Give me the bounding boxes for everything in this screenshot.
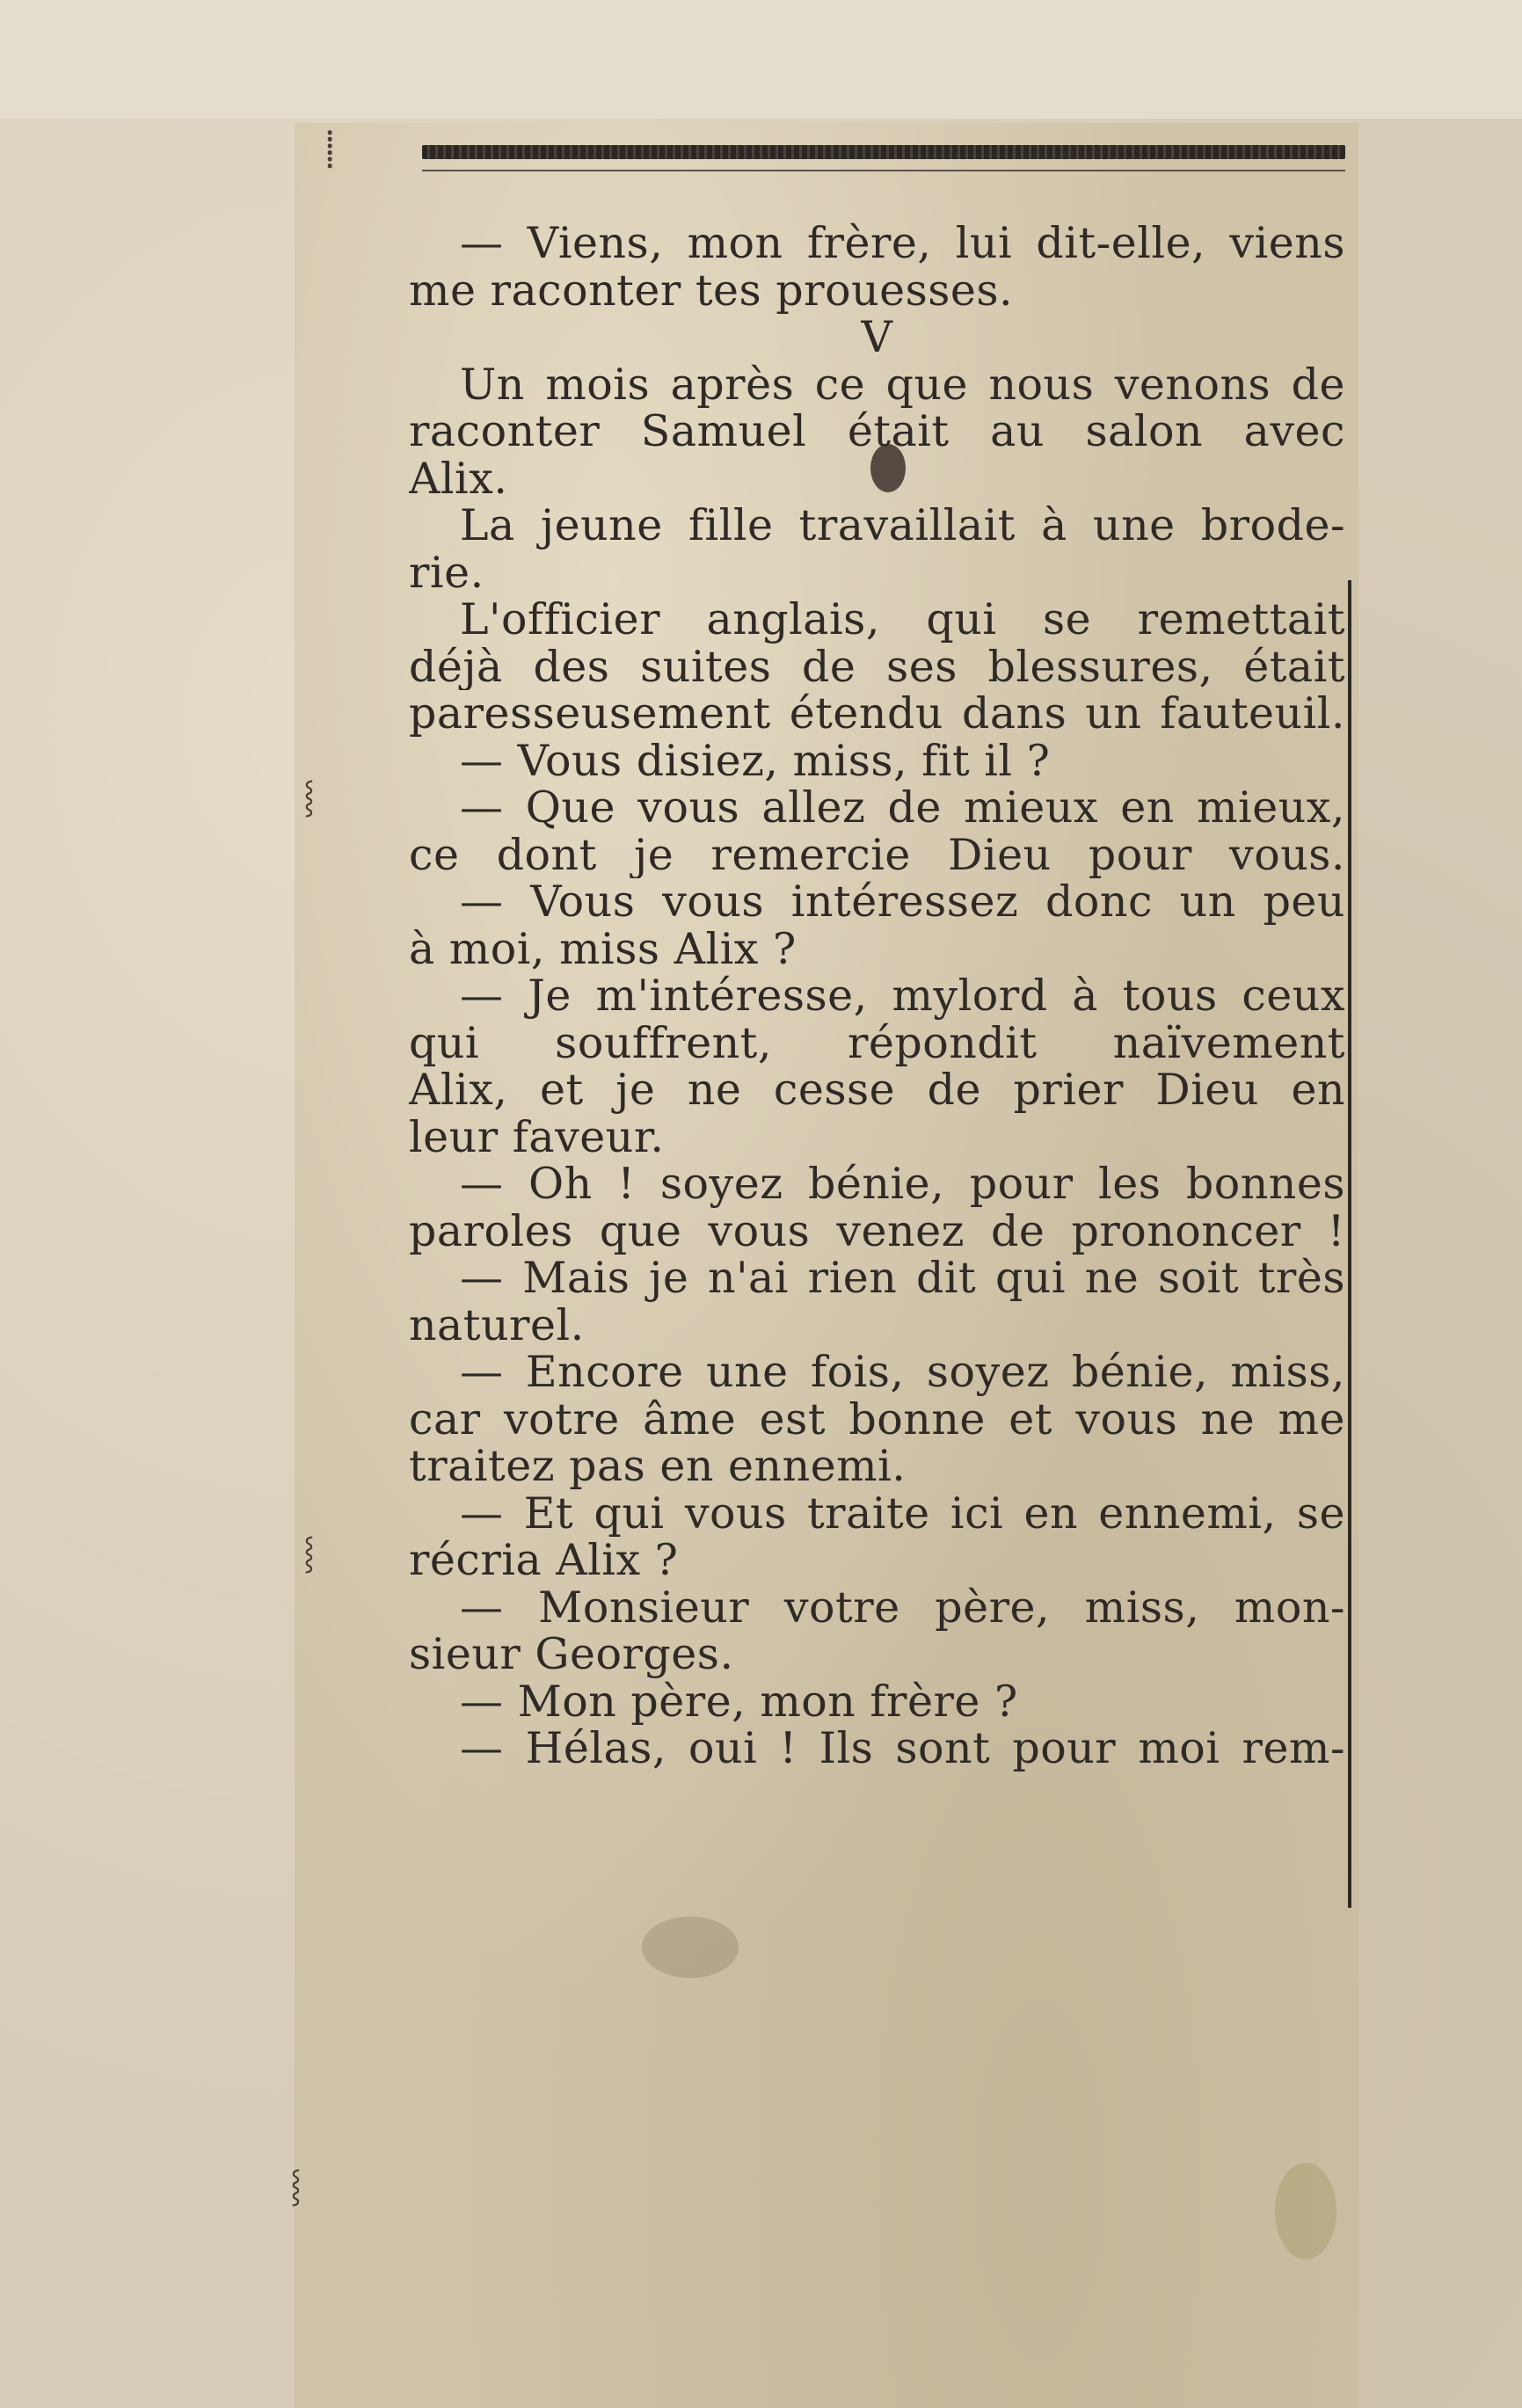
text-line: à moi, miss Alix ? (409, 925, 797, 972)
text-line: naturel. (409, 1301, 585, 1349)
margin-scribble: ⸾ (290, 2168, 302, 2204)
text-line: — Vous vous intéressez donc un peu (460, 878, 1345, 926)
text-line: déjà des suites de ses blessures, était (409, 643, 1345, 690)
text-line: paroles que vous venez de prononcer ! (409, 1207, 1345, 1255)
article-text (409, 220, 1345, 1772)
text-line: récria Alix ? (409, 1537, 679, 1584)
text-line: V (861, 314, 893, 361)
text-line: Un mois après ce que nous venons de (460, 360, 1345, 408)
text-line: — Encore une fois, soyez bénie, miss, (460, 1349, 1345, 1396)
text-line: Alix. (409, 455, 508, 502)
text-line: — Mon père, mon frère ? (460, 1677, 1018, 1725)
text-line: — Et qui vous traite ici en ennemi, se (460, 1489, 1345, 1537)
text-line: rie. (409, 549, 484, 596)
page-top-margin (0, 0, 1522, 119)
top-thin-rule (422, 170, 1345, 171)
text-line: — Hélas, oui ! Ils sont pour moi rem- (460, 1725, 1345, 1772)
margin-scribble: ⸾ (303, 1535, 315, 1571)
text-line: qui souffrent, répondit naïvement (409, 1019, 1345, 1066)
text-line: traitez pas en ennemi. (409, 1443, 907, 1490)
margin-scribble: ⸽ (325, 129, 335, 170)
text-line: leur faveur. (409, 1113, 665, 1160)
text-line: — Vous disiez, miss, fit il ? (460, 737, 1051, 784)
text-line: sieur Georges. (409, 1631, 734, 1678)
text-line: — Oh ! soyez bénie, pour les bonnes (460, 1160, 1345, 1208)
text-line: ce dont je remercie Dieu pour vous. (409, 831, 1345, 878)
top-decorative-rule (422, 145, 1345, 159)
text-line: L'officier anglais, qui se remettait (460, 596, 1345, 644)
paper-stain (1275, 2163, 1336, 2259)
text-line: me raconter tes prouesses. (409, 266, 1014, 314)
text-line: — Je m'intéresse, mylord à tous ceux (460, 972, 1345, 1020)
column-rule (1348, 580, 1351, 1908)
text-line: — Que vous allez de mieux en mieux, (460, 784, 1345, 832)
text-line: — Mais je n'ai rien dit qui ne soit très (460, 1255, 1345, 1302)
text-line: raconter Samuel était au salon avec (409, 408, 1345, 455)
margin-scribble: ⸾ (303, 779, 315, 815)
text-line: paresseusement étendu dans un fauteuil. (409, 690, 1345, 738)
text-line: Alix, et je ne cesse de prier Dieu en (409, 1066, 1345, 1114)
text-line: — Monsieur votre père, miss, mon- (460, 1583, 1345, 1631)
text-line: car votre âme est bonne et vous ne me (409, 1395, 1345, 1443)
text-line: — Viens, mon frère, lui dit-elle, viens (460, 220, 1345, 267)
paper-stain (642, 1917, 739, 1978)
text-line: La jeune fille travaillait à une brode- (460, 502, 1345, 549)
